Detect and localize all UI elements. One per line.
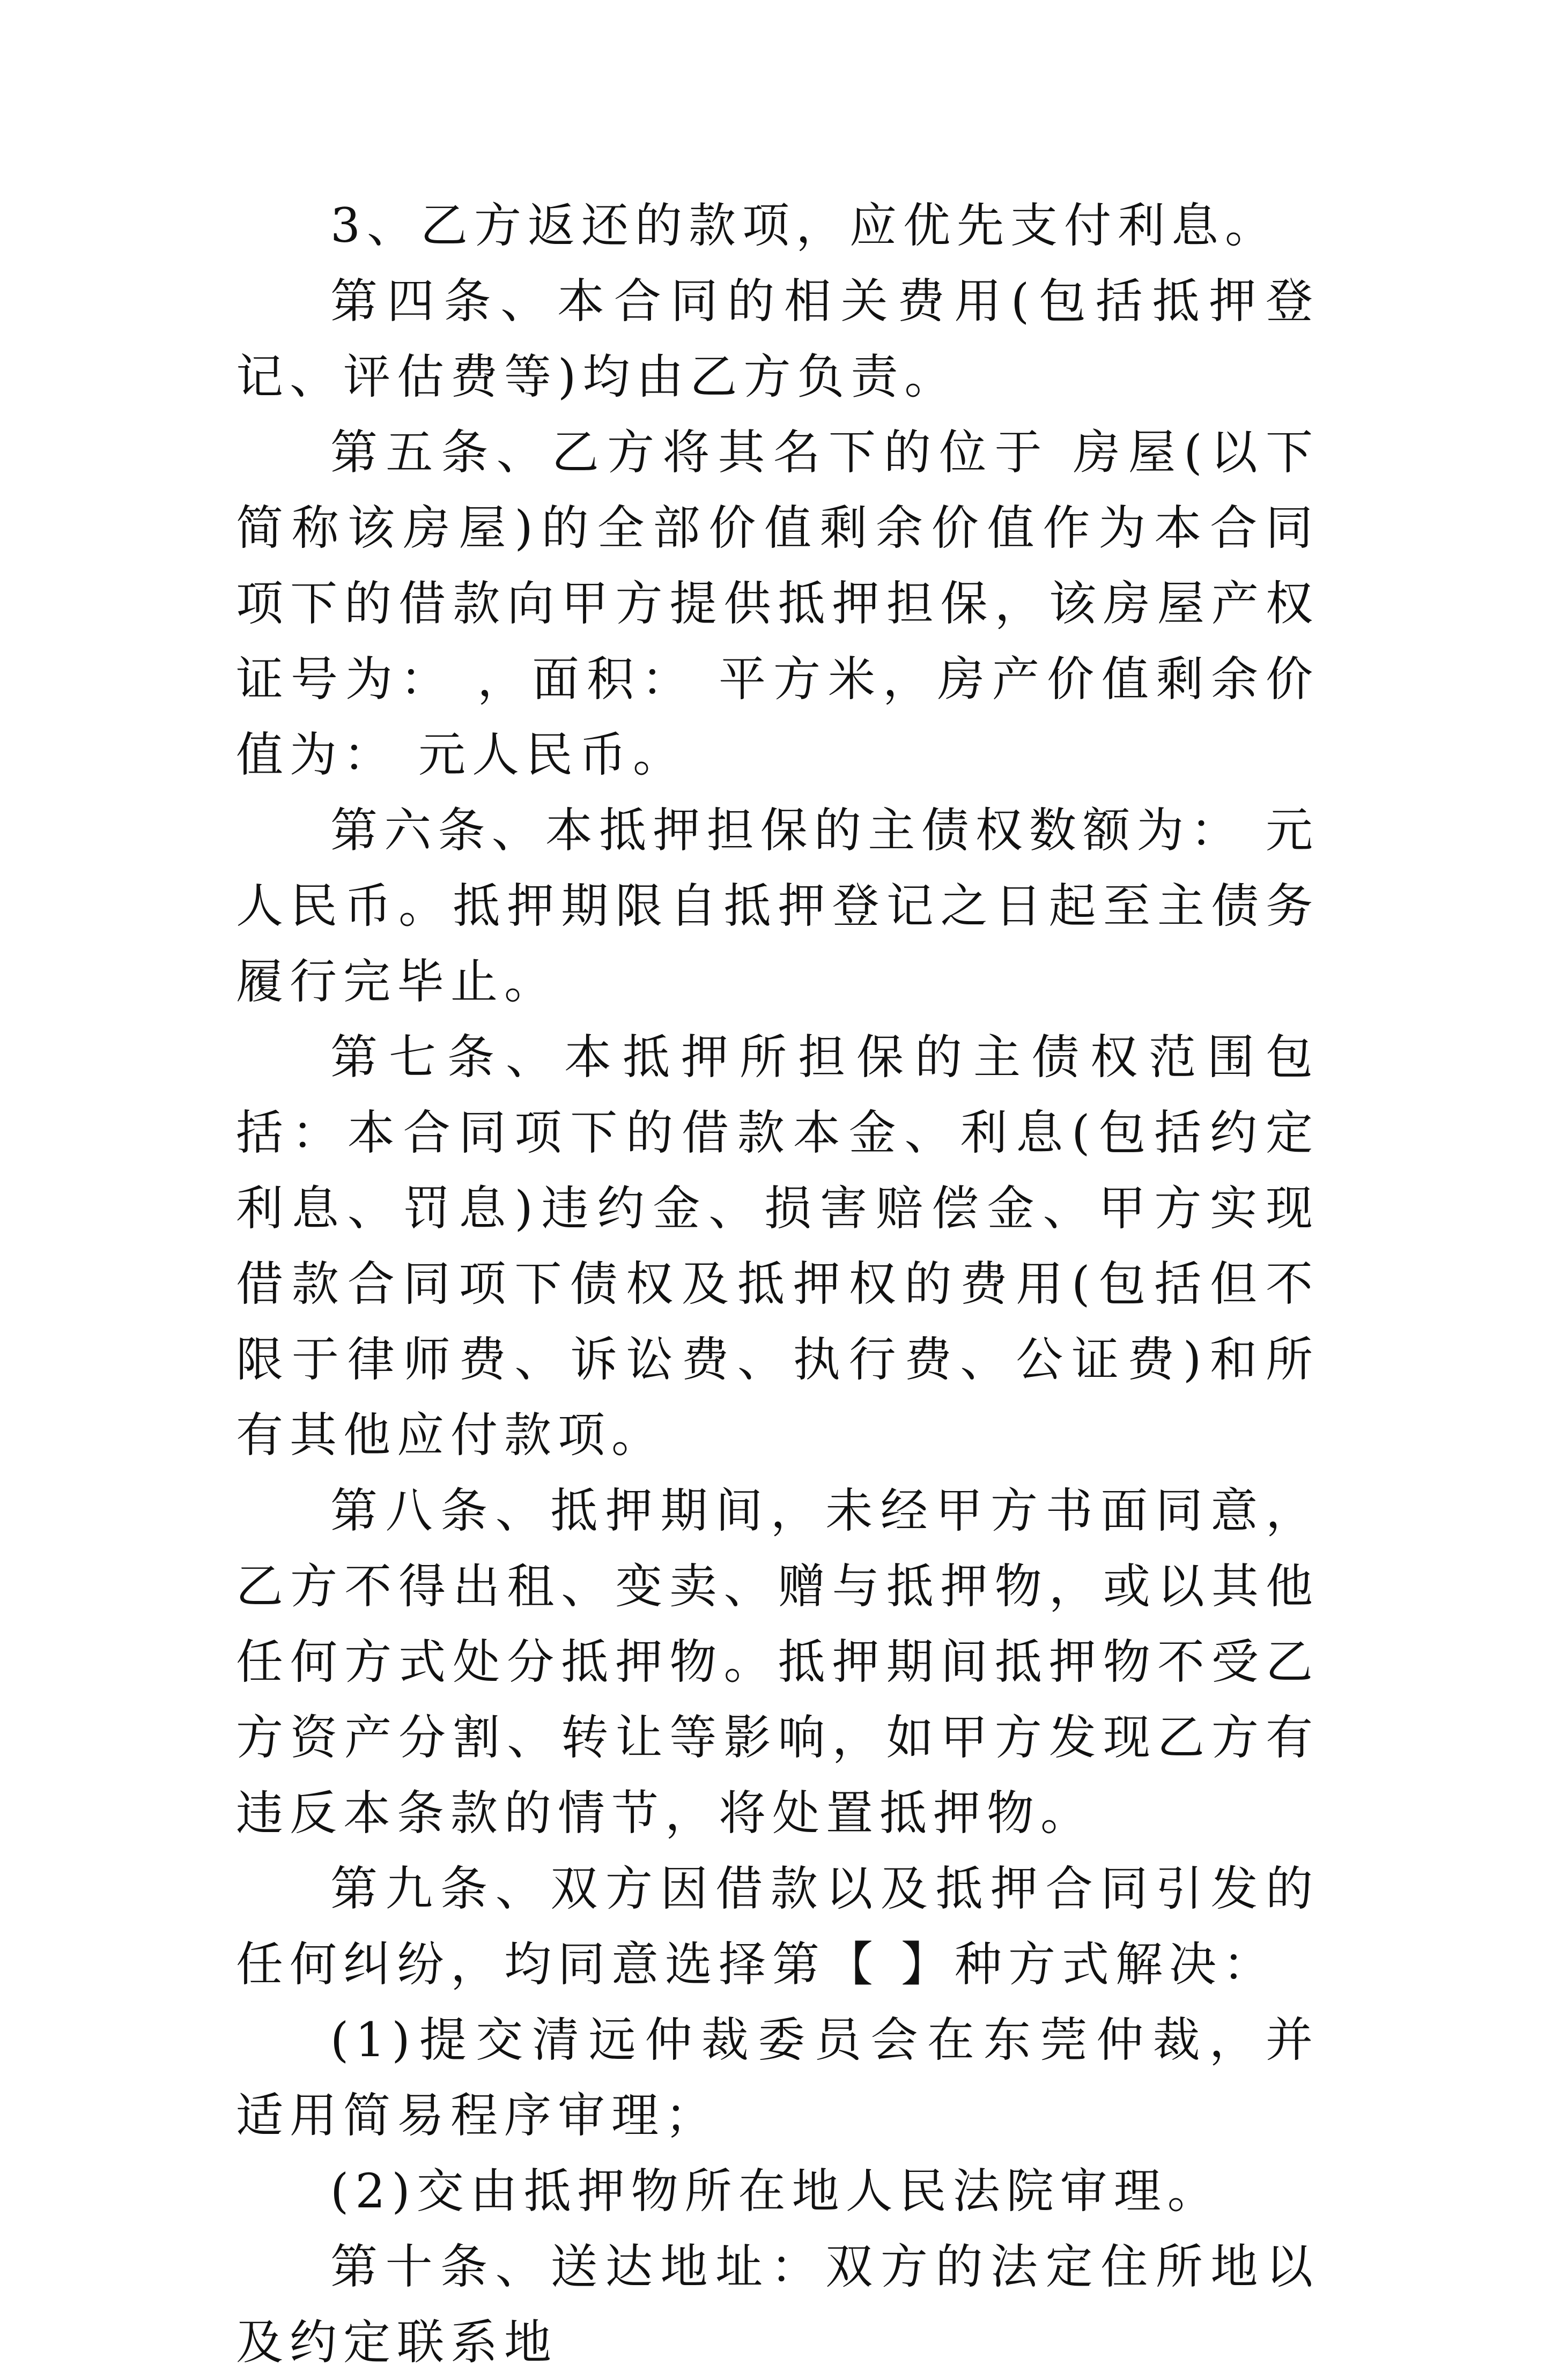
document-body: [236, 188, 1319, 2380]
clause-4-fees: 第四条、本合同的相关费用(包括抵押登记、评估费等)均由乙方负责。: [236, 273, 1319, 404]
clause-6-debt-amount: 第六条、本抵押担保的主债权数额为： 元人民币。抵押期限自抵押登记之日起至主债务履行完毕止。: [236, 803, 1319, 1009]
clause-3-repayment-order: 3、乙方返还的款项，应优先支付利息。: [330, 198, 1278, 253]
clause-10-address: 第十条、送达地址：双方的法定住所地以及约定联系地: [236, 2239, 1319, 2370]
clause-8-restrictions: 第八条、抵押期间，未经甲方书面同意，乙方不得出租、变卖、赠与抵押物，或以其他任何方式处分抵押物。抵押期间抵押物不受乙方资产分割、转让等影响，如甲方发现乙方有违反本条款的情节，将处置抵押物。: [236, 1483, 1319, 1841]
clause-9-option-1: (1)提交清远仲裁委员会在东莞仲裁，并适用简易程序审理；: [236, 2012, 1319, 2143]
clause-5-collateral: 第五条、乙方将其名下的位于 房屋(以下简称该房屋)的全部价值剩余价值作为本合同项下的借款向甲方提供抵押担保，该房屋产权证号为： ，面积： 平方米，房产价值剩余价值为： 元人民币。: [236, 425, 1319, 782]
clause-9-option-2: (2)交由抵押物所在地人民法院审理。: [330, 2163, 1221, 2219]
clause-9-dispute: 第九条、双方因借款以及抵押合同引发的任何纠纷，均同意选择第【 】种方式解决：: [236, 1861, 1319, 1992]
clause-7-scope: 第七条、本抵押所担保的主债权范围包括：本合同项下的借款本金、利息(包括约定利息、罚息)违约金、损害赔偿金、甲方实现借款合同项下债权及抵押权的费用(包括但不限于律师费、诉讼费、执行费、公证费)和所有其他应付款项。: [236, 1029, 1319, 1463]
